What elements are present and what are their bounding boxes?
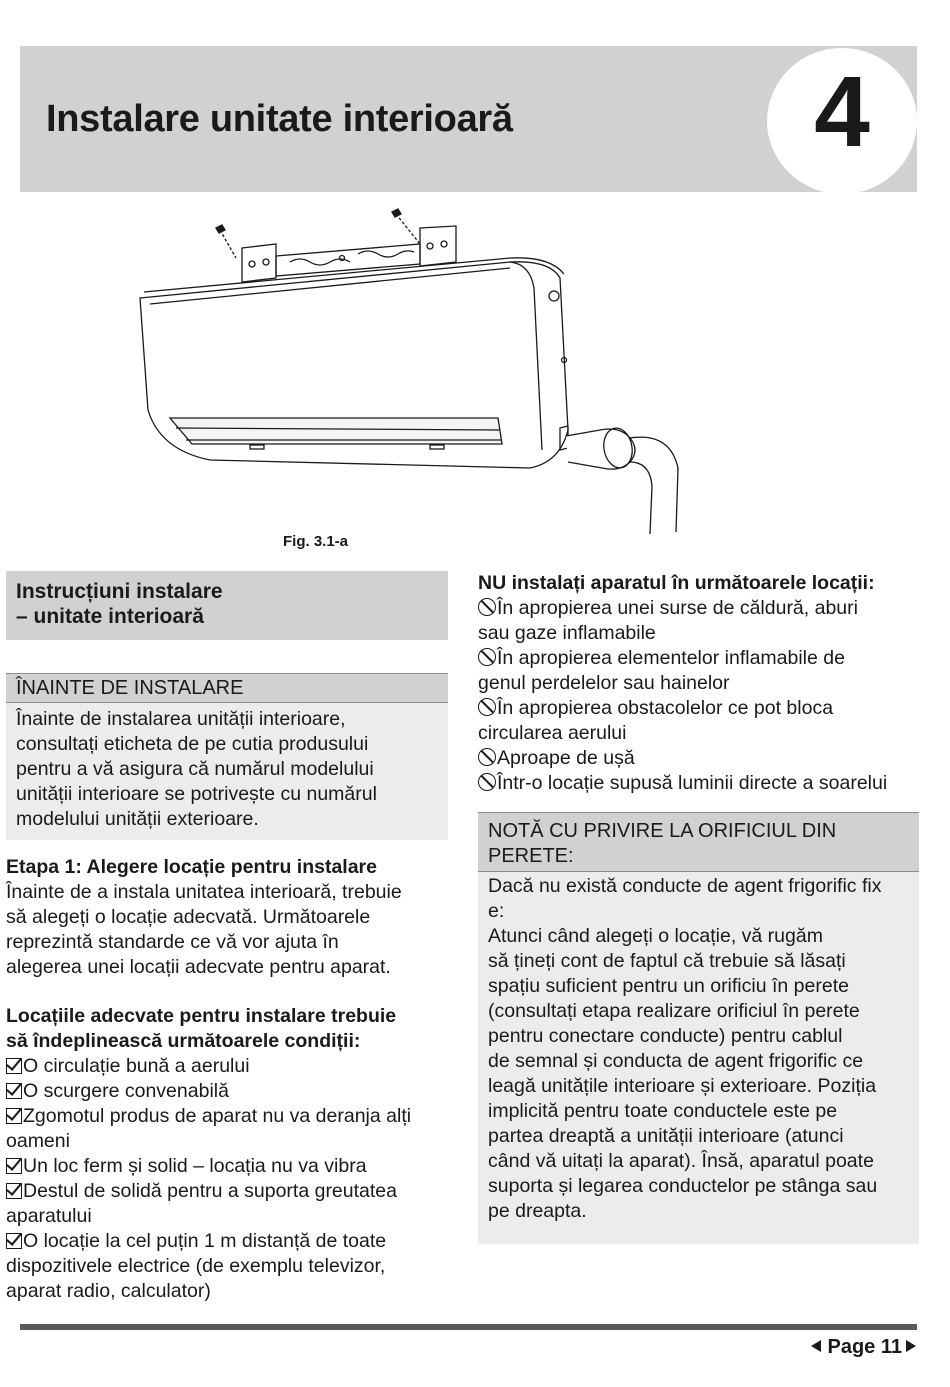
body-line: Înainte de instalarea unității interioare, — [16, 708, 346, 730]
prohibited-icon — [478, 748, 496, 766]
list-item: O circulație bună a aerului — [6, 1054, 448, 1079]
list-item: Un loc ferm și solid – locația nu va vibra — [6, 1154, 448, 1179]
list-item-continuation: dispozitivele electrice (de exemplu televizor, — [6, 1255, 386, 1277]
conditions-title-line1: Locațiile adecvate pentru instalare trebuie — [6, 1005, 397, 1027]
footer-divider — [20, 1324, 917, 1330]
indoor-unit-illustration — [130, 200, 690, 540]
body-line: de semnal și conducta de agent frigorific ce — [488, 1050, 864, 1072]
section-title-line1: Instrucțiuni instalare — [16, 580, 223, 603]
list-item: În apropierea obstacolelor ce pot bloca — [478, 696, 920, 721]
chapter-number: 4 — [814, 56, 870, 168]
section-title-box — [6, 571, 448, 640]
body-line: pentru conectare conducte) pentru cablul — [488, 1025, 843, 1047]
section-title-line2: – unitate interioară — [16, 605, 204, 628]
list-item: Aproape de ușă — [478, 746, 920, 771]
list-item: Zgomotul produs de aparat nu va deranja alți — [6, 1104, 448, 1129]
conditions-section — [6, 1004, 448, 1304]
step1-section — [6, 855, 448, 980]
checkbox-check-icon — [6, 1183, 22, 1199]
note-heading — [478, 812, 919, 872]
body-line: (consultați etapa realizare orificiul în perete — [488, 1000, 860, 1022]
checkbox-check-icon — [6, 1058, 22, 1074]
body-line: consultați eticheta de pe cutia produsului — [16, 733, 369, 755]
note-body — [478, 872, 919, 1244]
screw-left-icon — [216, 225, 236, 258]
before-install-heading: ÎNAINTE DE INSTALARE — [6, 673, 448, 703]
body-line: pe dreapta. — [488, 1200, 587, 1222]
triangle-right-icon[interactable] — [906, 1340, 916, 1352]
note-heading-line1: NOTĂ CU PRIVIRE LA ORIFICIUL DIN — [488, 820, 837, 842]
list-item: O locație la cel puțin 1 m distanță de toate — [6, 1229, 448, 1254]
chapter-badge — [767, 48, 917, 194]
body-line: când vă uitați la aparat). Însă, aparatul poate — [488, 1150, 874, 1172]
body-line: unității interioare se potrivește cu numărul — [16, 783, 377, 805]
prohibited-icon — [478, 598, 496, 616]
body-line: leagă unitățile interioare și exterioare. Poziția — [488, 1075, 877, 1097]
list-item: Destul de solidă pentru a suporta greutatea — [6, 1179, 448, 1204]
list-item-continuation: sau gaze inflamabile — [478, 622, 656, 644]
body-line: alegerea unei locații adecvate pentru aparat. — [6, 956, 391, 978]
body-line: să țineți cont de faptul că trebuie să lăsați — [488, 950, 846, 972]
screw-right-icon — [392, 209, 420, 244]
conditions-title-line2: să îndeplinească următoarele condiții: — [6, 1030, 361, 1052]
step1-title: Etapa 1: Alegere locație pentru instalare — [6, 856, 377, 878]
list-item: În apropierea elementelor inflamabile de — [478, 646, 920, 671]
indoor-unit-body — [140, 258, 568, 468]
body-line: reprezintă standarde ce vă vor ajuta în — [6, 931, 339, 953]
body-line: spațiu suficient pentru un orificiu în perete — [488, 975, 849, 997]
body-line: implicită pentru toate conductele este pe — [488, 1100, 838, 1122]
body-line: suporta și legarea conductelor pe stânga sau — [488, 1175, 878, 1197]
page-title: Instalare unitate interioară — [46, 98, 513, 140]
figure-caption: Fig. 3.1-a — [283, 533, 349, 550]
body-line: e: — [488, 900, 505, 922]
body-line: să alegeți o locație adecvată. Următoarele — [6, 906, 371, 928]
page-label: Page 11 — [827, 1336, 902, 1358]
list-item: Într-o locație supusă luminii directe a soarelui — [478, 771, 920, 796]
avoid-title: NU instalați aparatul în următoarele locații: — [478, 572, 875, 594]
list-item-continuation: circularea aerului — [478, 722, 627, 744]
prohibited-icon — [478, 698, 496, 716]
page-number — [811, 1336, 916, 1359]
prohibited-icon — [478, 773, 496, 791]
body-line: pentru a vă asigura că numărul modelului — [16, 758, 374, 780]
checkbox-check-icon — [6, 1233, 22, 1249]
triangle-left-icon[interactable] — [811, 1340, 821, 1352]
note-heading-line2: PERETE: — [488, 845, 574, 867]
checkbox-check-icon — [6, 1083, 22, 1099]
avoid-section — [478, 571, 920, 796]
body-line: partea dreaptă a unității interioare (atunci — [488, 1125, 844, 1147]
checkbox-check-icon — [6, 1158, 22, 1174]
body-line: Atunci când alegeți o locație, vă rugăm — [488, 925, 823, 947]
prohibited-icon — [478, 648, 496, 666]
list-item: În apropierea unei surse de căldură, aburi — [478, 596, 920, 621]
before-install-body — [6, 703, 448, 840]
body-line: modelului unității exterioare. — [16, 808, 259, 830]
list-item: O scurgere convenabilă — [6, 1079, 448, 1104]
refrigerant-pipe — [566, 426, 678, 534]
body-line: Dacă nu există conducte de agent frigorific fix — [488, 875, 882, 897]
checkbox-check-icon — [6, 1108, 22, 1124]
list-item-continuation: genul perdelelor sau hainelor — [478, 672, 730, 694]
list-item-continuation: aparat radio, calculator) — [6, 1280, 211, 1302]
list-item-continuation: aparatului — [6, 1205, 92, 1227]
list-item-continuation: oameni — [6, 1130, 70, 1152]
body-line: Înainte de a instala unitatea interioară, trebuie — [6, 881, 402, 903]
